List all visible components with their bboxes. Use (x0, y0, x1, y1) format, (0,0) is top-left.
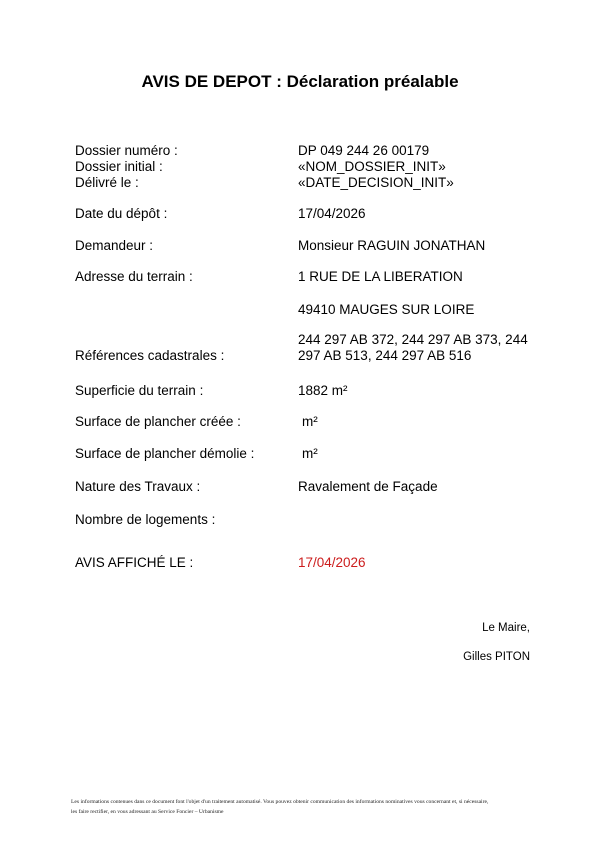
plancher-creee-value: m² (302, 414, 318, 429)
footer-notice (71, 797, 541, 817)
delivre-le-value: «DATE_DECISION_INIT» (298, 175, 454, 190)
avis-affiche-date: 17/04/2026 (298, 555, 366, 570)
dossier-initial-label: Dossier initial : (75, 159, 163, 174)
superficie-label: Superficie du terrain : (75, 383, 204, 398)
dossier-numero-value: DP 049 244 26 00179 (298, 143, 430, 158)
nature-travaux-value: Ravalement de Façade (298, 479, 438, 494)
adresse-line1: 1 RUE DE LA LIBERATION (298, 269, 463, 284)
demandeur-value: Monsieur RAGUIN JONATHAN (298, 238, 486, 253)
delivre-le-label: Délivré le : (75, 175, 139, 190)
references-label: Références cadastrales : (75, 348, 225, 363)
signature-name: Gilles PITON (463, 651, 530, 663)
references-value: 244 297 AB 372, 244 297 AB 373, 244 297 AB 513, 244 297 AB 516 (298, 332, 528, 363)
nombre-logements-label: Nombre de logements : (75, 512, 216, 527)
dossier-numero-label: Dossier numéro : (75, 143, 178, 158)
nature-travaux-label: Nature des Travaux : (75, 479, 201, 494)
adresse-line2: 49410 MAUGES SUR LOIRE (298, 302, 475, 317)
dossier-initial-value: «NOM_DOSSIER_INIT» (298, 159, 446, 174)
footer-line-1: Les informations contenues dans ce document font l'objet d'un traitement automatisé. Vous pouvez obtenir communication des informations nominatives vous concernant et, si nécessaire, (71, 799, 489, 805)
footer-line-2: les faire rectifier, en vous adressant au Service Foncier – Urbanisme (71, 809, 224, 815)
superficie-value: 1882 m² (298, 383, 348, 398)
demandeur-label: Demandeur : (75, 238, 154, 253)
plancher-creee-label: Surface de plancher créée : (75, 414, 241, 429)
page-title: AVIS DE DEPOT : Déclaration préalable (141, 72, 459, 91)
signature-role: Le Maire, (482, 622, 530, 634)
plancher-demolie-label: Surface de plancher démolie : (75, 446, 255, 461)
plancher-demolie-value: m² (302, 446, 318, 461)
date-depot-value: 17/04/2026 (298, 206, 366, 221)
date-depot-label: Date du dépôt : (75, 206, 168, 221)
avis-affiche-label: AVIS AFFICHÉ LE : (75, 555, 194, 570)
adresse-label: Adresse du terrain : (75, 269, 193, 284)
